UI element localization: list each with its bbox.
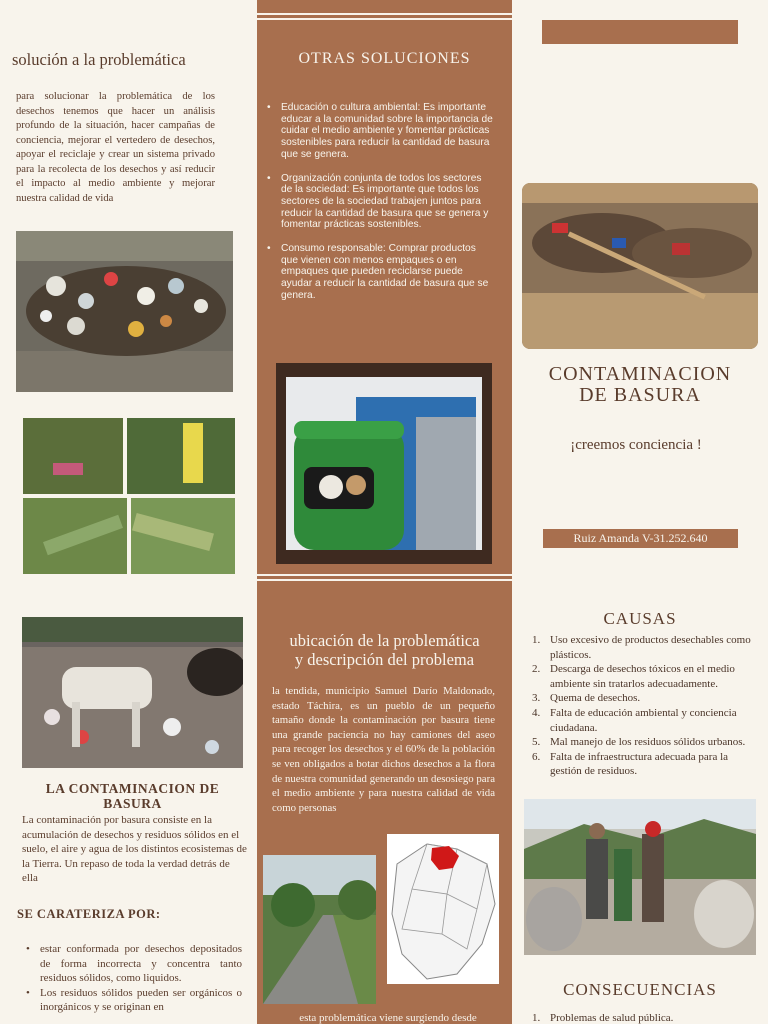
location-heading-line2: y descripción del problema bbox=[294, 650, 475, 669]
author-badge: Ruiz Amanda V-31.252.640 bbox=[543, 529, 738, 548]
brochure-title bbox=[522, 364, 758, 406]
solution-paragraph: para solucionar la problemática de los desechos tenemos que hacer un análisis profundo de la situación, hacer campañas de conciencia, mejorar el vertedero de desechos, apoyar el reciclaje y crear un sistema privado para la recolecta de los desechos y así reducir el impacto al medio ambiente y mejorar nuestra calidad de vida bbox=[16, 91, 215, 204]
community-cleanup-photo-collage bbox=[23, 418, 235, 574]
characteristics-list bbox=[26, 942, 242, 1015]
list-item: • Organización conjunta de todos los sectores de la sociedad: Es importante que todos los sectores de la sociedad trabajen juntos para reducir la cantidad de basura que se genera y fomentar prácticas sostenibles. bbox=[267, 173, 495, 232]
list-item: 5. Mal manejo de los residuos sólidos urbanos. bbox=[532, 736, 746, 749]
roadside-dump-photo bbox=[263, 855, 376, 1004]
municipality-map bbox=[387, 834, 499, 984]
list-item: 1. Uso excesivo de productos desechables como plásticos. bbox=[532, 634, 751, 661]
list-item: • estar conformada por desechos depositados de forma incorrecta y concentra tanto residuos sólidos, como liquidos. bbox=[26, 942, 242, 986]
consequences-list bbox=[532, 1011, 754, 1024]
flood-debris-photo bbox=[522, 183, 758, 349]
causes-list bbox=[532, 633, 754, 779]
list-item: • Consumo responsable: Comprar productos que vienen con menos empaques o en empaques que pueden reciclarse puede ayudar a reducir la cantidad de basura que se genera. bbox=[267, 243, 495, 302]
pollution-paragraph: La contaminación por basura consiste en la acumulación de desechos y residuos sólidos en el suelo, el aire y agua de los distintos ecosistemas de la Tierra. Un repaso de toda la verdad detrás de ella bbox=[22, 814, 247, 885]
list-item: 6. Falta de infraestructura adecuada para la gestión de residuos. bbox=[532, 750, 729, 778]
pollution-heading bbox=[22, 781, 243, 811]
pollution-heading-line2: BASURA bbox=[103, 796, 162, 811]
list-item: 3. Quema de desechos. bbox=[532, 692, 641, 705]
waste-pickers-photo bbox=[524, 799, 756, 955]
list-item: 1. Problemas de salud pública. bbox=[532, 1012, 674, 1024]
divider bbox=[257, 18, 512, 20]
list-item: • Educación o cultura ambiental: Es importante educar a la comunidad sobre la importancia de cuidar el medio ambiente y fomentar prácticas sostenibles para reducir la cantidad de basura que se genera. bbox=[267, 102, 495, 161]
tagline: ¡creemos conciencia ! bbox=[570, 437, 702, 453]
characteristics-heading: SE CARATERIZA POR: bbox=[17, 907, 161, 921]
location-paragraph: la tendida, municipio Samuel Darío Maldonado, estado Táchira, es un pueblo de un pequeño tamaño donde la contaminación por basura tiene una grande paciencia no hay camiones del aseo para recoger los desechos y el 60% de la población se ven obligados a botar dichos desechos a la flora de nuestra comunidad generando un desosiego para el medio ambiente y para nuestra calidad de vida como personas bbox=[272, 685, 495, 814]
brochure-title-line1: CONTAMINACION bbox=[548, 363, 732, 385]
divider bbox=[257, 579, 512, 581]
list-item: • Los residuos sólidos pueden ser orgánicos o inorgánicos y se originan en bbox=[26, 986, 242, 1015]
pollution-heading-line1: LA CONTAMINACION DE bbox=[45, 781, 220, 796]
other-solutions-heading: OTRAS SOLUCIONES bbox=[298, 50, 471, 67]
divider bbox=[257, 13, 512, 15]
location-heading-line1: ubicación de la problemática bbox=[289, 631, 480, 650]
location-heading bbox=[257, 631, 512, 669]
header-bar bbox=[542, 20, 738, 44]
solution-heading: solución a la problemática bbox=[12, 50, 186, 69]
causes-heading: CAUSAS bbox=[603, 609, 677, 628]
trash-pile-photo bbox=[16, 231, 233, 392]
brochure-title-line2: DE BASURA bbox=[579, 384, 701, 406]
location-footer-text: esta problemática viene surgiendo desde bbox=[299, 1012, 477, 1024]
other-solutions-list bbox=[267, 102, 495, 302]
overflowing-bin-photo bbox=[276, 363, 492, 564]
list-item: 2. Descarga de desechos tóxicos en el medio ambiente sin tratarlos adecuadamente. bbox=[532, 663, 735, 690]
divider bbox=[257, 574, 512, 576]
list-item: 4. Falta de educación ambiental y conciencia ciudadana. bbox=[532, 706, 737, 734]
consequences-heading: CONSECUENCIAS bbox=[563, 980, 717, 999]
cattle-landfill-photo bbox=[22, 617, 243, 768]
